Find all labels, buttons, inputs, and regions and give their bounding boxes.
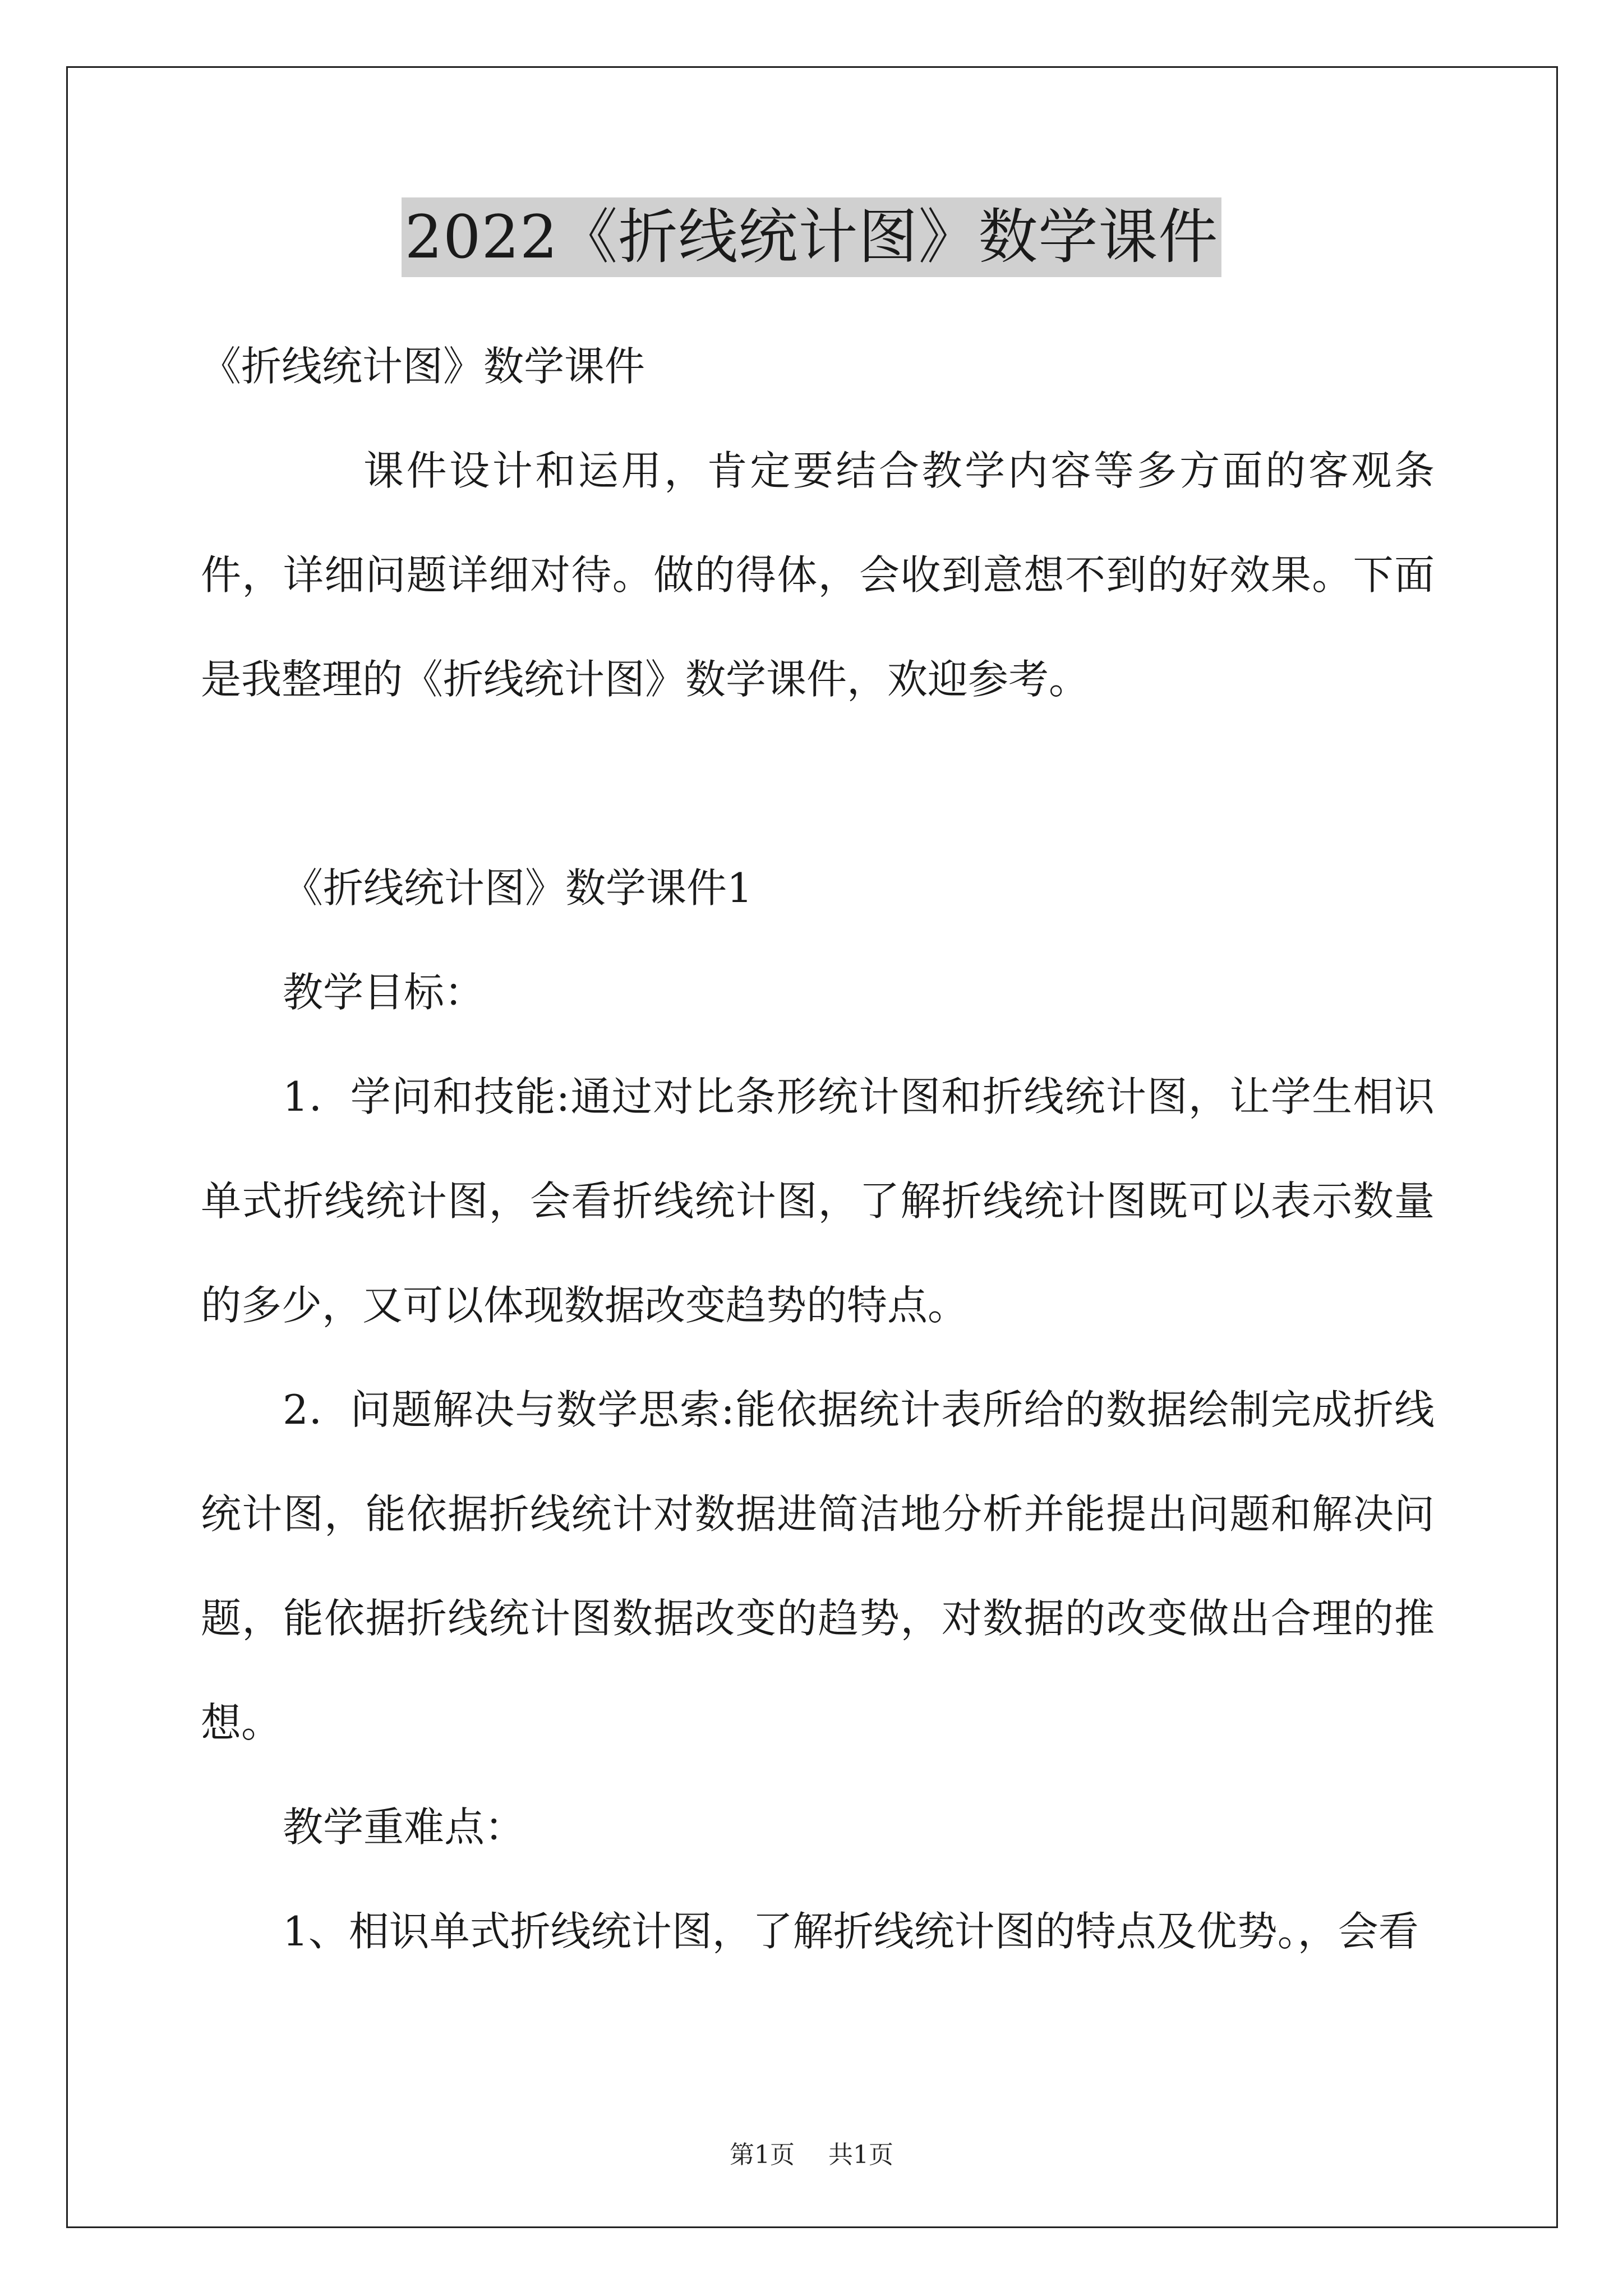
key-points-heading: 教学重难点： bbox=[283, 1803, 525, 1851]
intro-paragraph: 课件设计和运用，肯定要结合教学内容等多方面的客观条件，详细问题详细对待。做的得体，会收到意想不到的好效果。下面是我整理的《折线统计图》数学课件，欢迎参考。 bbox=[201, 447, 1435, 703]
objectives-heading: 教学目标： bbox=[283, 969, 485, 1016]
page-number: 第1页 bbox=[730, 2141, 795, 2169]
document-title: 2022《折线统计图》数学课件 bbox=[402, 197, 1222, 277]
doc-heading: 《折线统计图》数学课件 bbox=[201, 343, 645, 390]
objective-2: 2．问题解决与数学思索:能依据统计表所给的数据绘制完成折线统计图，能依据折线统计对数据进简洁地分析并能提出问题和解决问题，能依据折线统计图数据改变的趋势，对数据的改变做出合理的推想。 bbox=[201, 1386, 1435, 1746]
objective-1: 1．学问和技能:通过对比条形统计图和折线统计图，让学生相识单式折线统计图，会看折线统计图，了解折线统计图既可以表示数量的多少，又可以体现数据改变趋势的特点。 bbox=[201, 1073, 1435, 1329]
page-total: 共1页 bbox=[828, 2141, 893, 2169]
document-body bbox=[201, 314, 1435, 1984]
page-footer bbox=[0, 2138, 1623, 2172]
key-point-1: 1、相识单式折线统计图，了解折线统计图的特点及优势。，会看 bbox=[283, 1908, 1419, 1955]
section-title: 《折线统计图》数学课件1 bbox=[283, 864, 753, 912]
title-area bbox=[0, 197, 1623, 277]
